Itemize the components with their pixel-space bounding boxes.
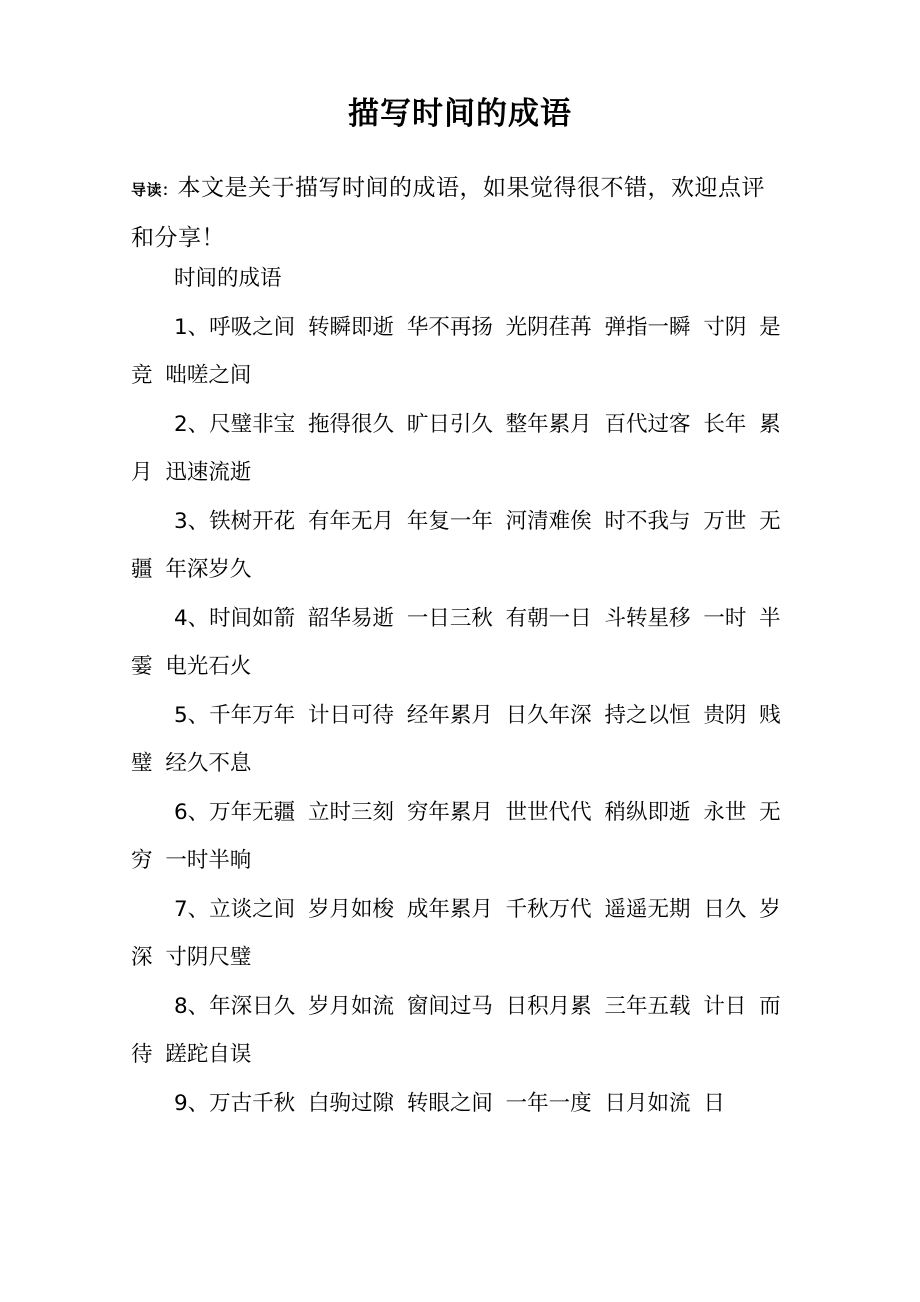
intro-paragraph xyxy=(131,164,781,262)
idiom-item-3: 3、铁树开花 有年无月 年复一年 河清难俟 时不我与 万世 无疆 年深岁久 xyxy=(131,508,781,582)
intro-text: 本文是关于描写时间的成语，如果觉得很不错，欢迎点评和分享！ xyxy=(131,175,766,251)
idiom-item-2: 2、尺璧非宝 拖得很久 旷日引久 整年累月 百代过客 长年 累月 迅速流逝 xyxy=(131,411,781,485)
idiom-item-5: 5、千年万年 计日可待 经年累月 日久年深 持之以恒 贵阴 贱璧 经久不息 xyxy=(131,702,781,776)
idiom-item-6: 6、万年无疆 立时三刻 穷年累月 世世代代 稍纵即逝 永世 无穷 一时半晌 xyxy=(131,799,781,873)
idiom-item-9: 9、万古千秋 白驹过隙 转眼之间 一年一度 日月如流 日 xyxy=(174,1090,725,1116)
section-heading: 时间的成语 xyxy=(174,266,282,291)
idiom-item-1: 1、呼吸之间 转瞬即逝 华不再扬 光阴荏苒 弹指一瞬 寸阴 是竞 咄嗟之间 xyxy=(131,314,781,388)
idiom-item-8: 8、年深日久 岁月如流 窗间过马 日积月累 三年五载 计日 而待 蹉跎自误 xyxy=(131,993,781,1067)
document-title: 描写时间的成语 xyxy=(348,96,572,132)
idiom-item-4: 4、时间如箭 韶华易逝 一日三秋 有朝一日 斗转星移 一时 半霎 电光石火 xyxy=(131,605,781,679)
idiom-item-7: 7、立谈之间 岁月如梭 成年累月 千秋万代 遥遥无期 日久 岁深 寸阴尺璧 xyxy=(131,896,781,970)
intro-label: 导读： xyxy=(131,181,178,199)
idiom-list xyxy=(131,255,781,1128)
